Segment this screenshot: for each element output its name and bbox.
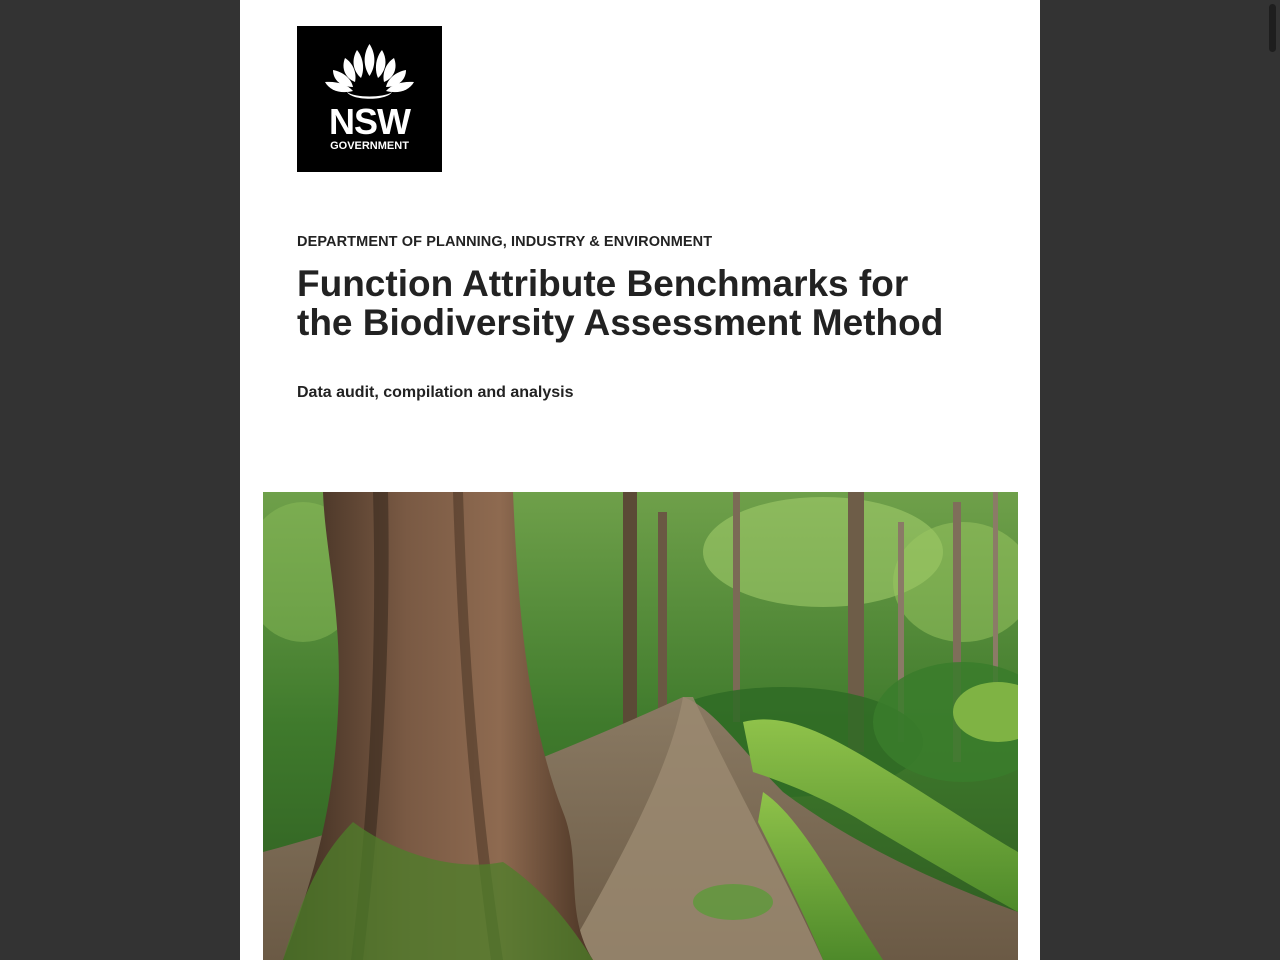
forest-illustration	[263, 492, 1018, 960]
nsw-government-logo	[297, 26, 442, 172]
logo-subtext: GOVERNMENT	[330, 140, 409, 152]
document-page	[240, 0, 1040, 960]
scrollbar-thumb[interactable]	[1269, 4, 1276, 52]
logo-wordmark: NSW	[329, 101, 410, 142]
document-title: Function Attribute Benchmarks for the Biodiversity Assessment Method	[297, 263, 944, 343]
vertical-scrollbar[interactable]	[1266, 0, 1280, 960]
cover-photo	[263, 492, 1018, 960]
document-subtitle: Data audit, compilation and analysis	[297, 384, 574, 401]
department-name: DEPARTMENT OF PLANNING, INDUSTRY & ENVIRONMENT	[297, 234, 713, 250]
